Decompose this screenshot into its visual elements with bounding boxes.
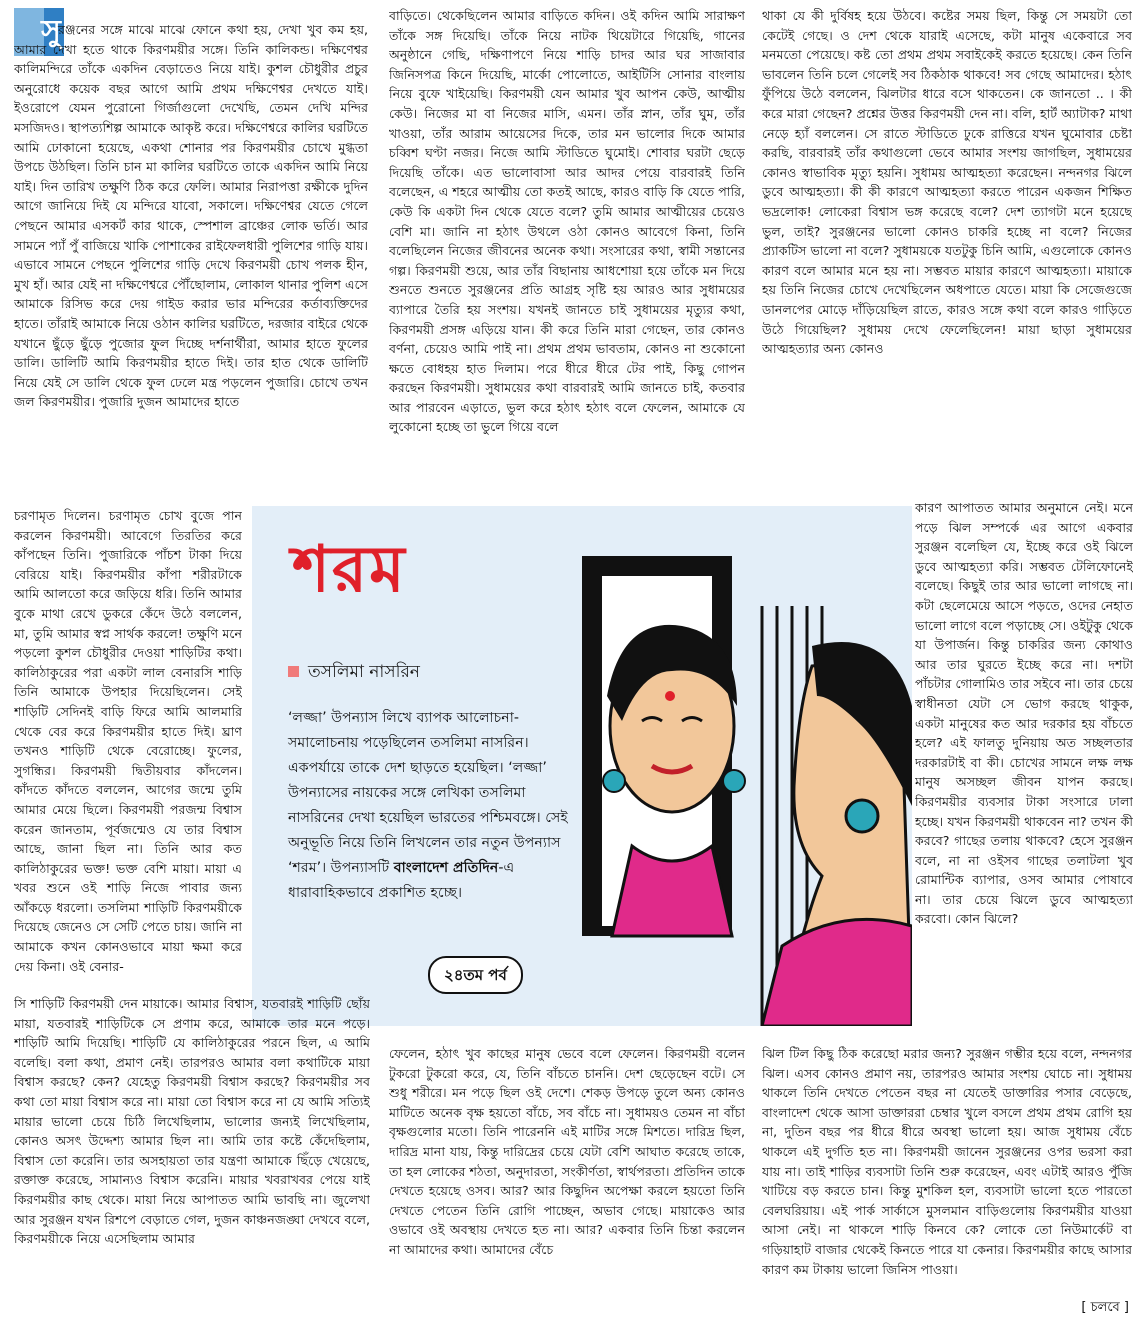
bullet-square-icon xyxy=(288,666,299,677)
episode-badge: ২৪তম পর্ব xyxy=(428,956,523,994)
article-column-1-top xyxy=(14,20,368,508)
article-column-2-bottom xyxy=(389,1044,745,1320)
article-text: থাকা যে কী দুর্বিষহ হয়ে উঠবে। কষ্টের সময় ছিল, কিন্তু সে সময়টা তো কেটেই গেছে। ও দেশ থেকে যারাই এসেছে, কটা মানুষ একেবারে সব মনমতো পেয়েছে। কষ্ট তো প্রথম প্রথম সবাইকেই করতে হয়েছে। কেন তিনি ভাবলেন তিনি চলে গেলেই সব ঠিকঠাক থাকবে! সব গেছে আমাদের। হঠাৎ ফুঁপিয়ে উঠে বললেন, ঝিলটার ধারে বসে থাকতেন। কে জানতো .. । কী করে মারা গেছেন? প্রশ্নের উত্তর কিরণময়ী দেন না। বলি, হার্ট অ্যাটাক? মাথা নেড়ে হ্যাঁ বললেন। সে রাতে স্টাডিতে ঢুকে রাত্তিরে যখন ঘুমোবার চেষ্টা করছি, বারবারই তাঁর কথাগুলো ভেবে আমার সংশয় জাগছিল, সুধাময়ের কোনও স্বাভাবিক মৃত্যু হয়নি। সুধাময় আত্মহত্যা করেছেন। নন্দনগর ঝিলে ডুবে আত্মহত্যা। কী কী কারণে আত্মহত্যা করতে পারেন একজন শিক্ষিত ভদ্রলোক! লোকেরা বিশ্বাস ভঙ্গ করেছে বলে? দেশ ত্যাগটা মনে হয়েছে ভুল, তাই? সুরঞ্জনের ভালো কোনও চাকরি হচ্ছে না বলে? নিজের প্র্যাকটিস ভালো না বলে? সুধাময়কে যতটুকু চিনি আমি, এগুলোকে কোনও কারণ বলে আমার মনে হয় না। সম্ভবত মায়ার কারণে আত্মহত্যা। মায়াকে হয় তিনি নিজের চোখে দেখেছিলেন অধপাতে যেতে। মায়া কি সেজেগুজে ডানলপের মোড়ে দাঁড়িয়েছিল রাতে, কারও সঙ্গে কথা বলে কারও গাড়িতে উঠে গিয়েছিল? সুধাময় দেখে ফেলেছিলেন! মায়া ছাড়া সুধাময়ের আত্মহত্যার অন্য কোনও xyxy=(762,8,1132,357)
article-text: বাড়িতে। থেকেছিলেন আমার বাড়িতে কদিন। ওই কদিন আমি সারাক্ষণ তাঁকে সঙ্গ দিয়েছি। তাঁকে নিয়ে নাটক থিয়েটারে গিয়েছি, গানের অনুষ্ঠানে গেছি, দক্ষিণাপণে নিয়ে শাড়ি চাদর আর ঘর সাজাবার জিনিসপত্র কিনে দিয়েছি, মার্কো পোলোতে, আইটিসি সোনার বাংলায় নিয়ে বুফে খাইয়েছি। কিরণময়ী যেন আমার খুব আপন কেউ, আত্মীয় কেউ। নিজের মা বা নিজের মাসি, এমন। তাঁর স্নান, তাঁর ঘুম, তাঁর খাওয়া, তাঁর আরাম আয়েসের দিকে, তার মন ভালোর দিকে আমার চব্বিশ ঘণ্টা নজর। নিজে আমি স্টাডিতে ঘুমোই। শোবার ঘরটা ছেড়ে দিয়েছি তাঁকে। এত ভালোবাসা আর আদর পেয়ে বারবারই তিনি বলেছেন, এ শহরে আত্মীয় তো কতই আছে, কারও বাড়ি কি যেতে পারি, কেউ কি একটা দিন থেকে যেতে বলে? তুমি আমার আত্মীয়ের চেয়েও বেশি মা। জানি না হঠাৎ উথলে ওঠা কোনও আবেগে কিনা, তিনি বলেছিলেন নিজের জীবনের অনেক কথা। সংসারের কথা, স্বামী সন্তানের গল্প। কিরণময়ী শুয়ে, আর তাঁর বিছানায় আধশোয়া হয়ে তাঁকে মন দিয়ে শুনতে শুনতে সুরঞ্জনের প্রতি আগ্রহ সৃষ্টি হয় আরও আর সুধাময়ের ব্যাপারে তৈরি হয় সংশয়। যখনই জানতে চাই সুধাময়ের মৃত্যুর কথা, কিরণময়ী প্রসঙ্গ এড়িয়ে যান। কী করে তিনি মারা গেছেন, তার কোনও বর্ণনা, চেয়েও আমি পাই না। প্রথম প্রথম ভাবতাম, কোনও না শুকোনো ক্ষতে বোধহয় হাত দিলাম। পরে ধীরে ধীরে টের পাই, কিছু গোপন করছেন কিরণময়ী। সুধাময়ের কথা বারবারই আমি জানতে চাই, কতবার আর পারবেন এড়াতে, ভুল করে হঠাৎ হঠাৎ বলে ফেলেন, আমাকে যে লুকোনো হচ্ছে তা ভুলে গিয়ে বলে xyxy=(389,8,745,435)
headline: শরম xyxy=(292,533,407,607)
article-text: কারণ আপাতত আমার অনুমানে নেই। মনে পড়ে ঝিল সম্পর্কে এর আগে একবার সুরঞ্জন বলেছিল যে, ইচ্ছে করে ওই ঝিলে ডুবে আত্মহত্যা করি। সম্ভবত টেলিফোনেই বলেছে। কিছুই তার আর ভালো লাগছে না। কটা ছেলেমেয়ে আসে পড়তে, ওদের নেহাত ভালো লাগে বলে পড়াচ্ছে সে। ওইটুকু থেকে যা উপার্জন। কিন্তু চাকরির জন্য কোথাও আর তার ঘুরতে ইচ্ছে করে না। দশটা পাঁচটার গোলামিও তার সইবে না। তার চেয়ে স্বাধীনতা যেটা সে ভোগ করছে থাকুক, একটা মানুষের কত আর দরকার হয় বাঁচতে হলে? এই ফালতু দুনিয়ায় অত সচ্ছলতার দরকারটাই বা কী। চোখের সামনে লক্ষ লক্ষ মানুষ অসচ্ছল জীবন যাপন করছে। কিরণময়ীর ব্যবসার টাকা সংসারে ঢালা হচ্ছে। যখন কিরণময়ী থাকবেন না? তখন কী করবে? গাছের তলায় থাকবে? হেসে সুরঞ্জন বলে, না না ওইসব গাছের তলাটলা খুব রোমান্টিক ব্যাপার, ওসব আমার পোষাবে না। তার চেয়ে ঝিলে ডুবে আত্মহত্যা করবো। কোন ঝিলে? xyxy=(915,500,1133,927)
article-column-2-top xyxy=(389,6,745,489)
article-column-1-middle xyxy=(14,506,242,992)
article-text: সি শাড়িটি কিরণময়ী দেন মায়াকে। আমার বিশ্বাস, যতবারই শাড়িটি ছোঁয় মায়া, যতবারই শাড়িটিকে সে প্রণাম করে, আমাকে তার মনে পড়ে। শাড়িটি আমি দিয়েছি। শাড়িটি যে কালিঠাকুরের পরনে ছিল, এ আমি বলেছি। বলা কথা, প্রমাণ নেই। তারপরও আমার বলা কথাটিকে মায়া বিশ্বাস করছে? কেন? যেহেতু কিরণময়ী বিশ্বাস করছে? কিরণময়ীর সব কথা তো মায়া বিশ্বাস করে না। মায়া তো বিশ্বাস করে না যে আমি সত্যিই মায়ার ভালো চেয়ে চিঠি লিখেছিলাম, ভালোর জন্যই লিখেছিলাম, কোনও অসৎ উদ্দেশ্য আমার ছিল না। আমি তার কষ্টে কেঁদেছিলাম, বিশ্বাস তো করেনি। তার অসহায়তা তার যন্ত্রণা আমাকে ছিঁড়ে খেয়েছে, রক্তাক্ত করেছে, সামান্যও বিশ্বাস করেনি। মায়ার খবরাখবর পেয়ে যাই কিরণময়ীর কাছ থেকে। মায়া নিয়ে আপাতত আমি ভাবছি না। জুলেখা আর সুরঞ্জন যখন রিশপে বেড়াতে গেল, দুজন কাঞ্চনজঙ্ঘা দেখবে বলে, কিরণময়ীকে নিয়ে এসেছিলাম আমার xyxy=(14,996,370,1247)
newspaper-name: বাংলাদেশ প্রতিদিন xyxy=(393,860,499,876)
article-text: ঝিল টিল কিছু ঠিক করেছো মরার জন্য? সুরঞ্জন গম্ভীর হয়ে বলে, নন্দনগর ঝিল। এসব কোনও প্রমাণ নয়, তারপরও আমার সংশয় ঘোচে না। সুধাময় থাকলে তিনি দেখতে পেতেন বছর না যেতেই ডাক্তারির পসার বেড়েছে, বাংলাদেশ থেকে আসা ডাক্তাররা চেম্বার খুলে বসলে প্রথম প্রথম রোগি হয় না, দুতিন বছর পর ধীরে ধীরে অবস্থা ভালো হয়। আজ সুধাময় বেঁচে থাকলে এই দুর্গতি হত না। কিরণময়ী জানেন সুরঞ্জনের ওপর ভরসা করা যায় না। তাই শাড়ির ব্যবসাটা তিনি শুরু করেছেন, এবং এটাই আরও পুঁজি খাটিয়ে বড় করতে চান। কিন্তু মুশকিল হল, ব্যবসাটা ভালো হতে পারতো বেলঘরিয়ায়। এই পার্ক সার্কাসে মুসলমান বাড়িগুলোয় কিরণময়ীর যাওয়া আসা নেই। না থাকলে শাড়ি কিনবে কে? লোকে তো নিউমার্কেট বা গড়িয়াহাট বাজার থেকেই কিনতে পারে যা কেনার। কিরণময়ীর কাছে আসার কারণ কম টাকায় ভালো জিনিস পাওয়া। xyxy=(762,1046,1132,1277)
article-text: চরণামৃত দিলেন। চরণামৃত চোখ বুজে পান করলেন কিরণময়ী। আবেগে তিরতির করে কাঁপছেন তিনি। পুজারিকে পাঁচশ টাকা দিয়ে বেরিয়ে যাই। কিরণময়ীর কাঁপা শরীরটাকে আমি আলতো করে জড়িয়ে ধরি। তিনি আমার বুকে মাথা রেখে ডুকরে কেঁদে উঠে বললেন, মা, তুমি আমার স্বপ্ন সার্থক করলে! তক্ষুণি মনে পড়লো কুশল চৌধুরীর দেওয়া শাড়িটির কথা। কালিঠাকুরের পরা একটা লাল বেনারসি শাড়ি তিনি আমাকে উপহার দিয়েছিলেন। সেই শাড়িটি সেদিনই বাড়ি ফিরে আমি আলমারি থেকে বের করে কিরণময়ীর হাতে দিই। ঘ্রাণ তখনও শাড়িটি থেকে বেরোচ্ছে। ফুলের, সুগন্ধির। কিরণময়ী দ্বিতীয়বার কাঁদলেন। কাঁদতে কাঁদতে বললেন, আগের জন্মে তুমি আমার মেয়ে ছিলে। কিরণময়ী পরজন্ম বিশ্বাস করেন জানতাম, পূর্বজন্মেও যে তার বিশ্বাস আছে, জানা ছিল না। তিনি আর কত কালিঠাকুরের ভক্ত! ভক্ত বেশি মায়া। মায়া এ খবর শুনে ওই শাড়ি নিজে পাবার জন্য আঁকড়ে ধরলো। তসলিমা শাড়িটি কিরণময়ীকে দিয়েছে জেনেও সে সেটি পেতে চায়। জানি না আমাকে কখন কোনওভাবে মায়া ক্ষমা করে দেয় কিনা। ওই বেনার- xyxy=(14,508,242,974)
article-text: ফেলেন, হঠাৎ খুব কাছের মানুষ ভেবে বলে ফেলেন। কিরণময়ী বলেন টুকরো টুকরো করে, যে, তিনি বাঁচতে চাননি। দেশ ছেড়েছেন বটে। সে শুধু শরীরে। মন পড়ে ছিল ওই দেশে। শেকড় উপড়ে তুলে অন্য কোনও মাটিতে অনেক বৃক্ষ হয়তো বাঁচে, সব বাঁচে না। সুধাময়ও তেমন না বাঁচা বৃক্ষগুলোর মতো। তিনি পারেননি এই মাটির সঙ্গে মিশতে। দারিদ্র ছিল, দারিদ্র মানা যায়, কিন্তু দারিদ্রের চেয়ে যেটা বেশি আঘাত করেছে তাকে, তা হল লোকের শঠতা, অনুদারতা, সংকীর্ণতা, স্বার্থপরতা। প্রতিদিন তাকে দেখতে হয়েছে ওসব। আর? আর কিছুদিন অপেক্ষা করলে হয়তো তিনি দেখতে পেতেন তিনি রোগি পাচ্ছেন, অভাব গেছে। মায়াকেও আর ওভাবে ওই অবস্থায় দেখতে হত না। আর? একবার তিনি চিন্তা করলেন না আমাদের কথা। আমাদের বেঁচে xyxy=(389,1046,745,1257)
woman-mirror-illustration xyxy=(562,546,912,1026)
article-column-3-middle xyxy=(915,498,1133,1044)
article-column-3-top xyxy=(762,6,1132,502)
feature-panel xyxy=(252,506,912,1026)
drop-cap-letter: সু xyxy=(41,14,61,49)
author-byline: তসলিমা নাসরিন xyxy=(308,662,420,682)
continued-label: [ চলবে ] xyxy=(1081,1300,1129,1315)
article-text: রঞ্জনের সঙ্গে মাঝে মাঝে ফোনে কথা হয়, দেখা খুব কম হয়, আমার দেখা হতে থাকে কিরণময়ীর সঙ্গে। তিনি কালিকন্ড। দক্ষিণেশ্বর কালিমন্দিরে তাঁকে একদিন বেড়াতেও নিয়ে যাই। কুশল চৌধুরীর প্রচুর অনুরোধে কয়েক বছর আগে আমি প্রথম দক্ষিণেশ্বর দেখতে যাই। ইওরোপে যেমন পুরোনো গির্জাগুলো দেখেছি, তেমন দেখি মন্দির মসজিদও। স্থাপত্যশিল্প আমাকে আকৃষ্ট করে। দক্ষিণেশ্বরে কালির ঘরটিতে আমি ঢোকানো হয়েছে, একথা শোনার পর কিরণময়ীর চোখে মুগ্ধতা উপচে উঠছিল। তিনি চান মা কালির ঘরটিতে তাকে একদিন আমি নিয়ে যাই। দিন তারিখ তক্ষুণি ঠিক করে ফেলি। আমার নিরাপত্তা রক্ষীকে দুদিন আগে জানিয়ে দিই যে মন্দিরে যাবো, সকালে। দক্ষিণেশ্বর যেতে গেলে পেছনে আমার এসকর্ট কার থাকে, স্পেশাল ব্রাঞ্চের লোক ভর্তি। আর সামনে প্যাঁ পুঁ বাজিয়ে খাকি পোশাকের রাইফেলধারী পুলিশের গাড়ি যায়। এভাবে সামনে পেছনে পুলিশের গাড়ি দেখে কিরণময়ী চোখ পলক হীন, মুখ হাঁ। আর যেই না দক্ষিণেশ্বরে পৌঁছোলাম, লোকাল থানার পুলিশ এসে আমাকে রিসিভ করে দেয় গাইড করার ভার মন্দিরের কর্তাব্যক্তিদের হাতে। তাঁরাই আমাকে নিয়ে ওঠান কালির ঘরটিতে, দরজার বাইরে থেকে যখানে ছুঁড়ে ছুঁড়ে পুজোর ফুল দিচ্ছে দর্শনার্থীরা, আমার হাতে ফুলের ডালি। ডালিটি আমি কিরণময়ীর হাতে দিই। তার হাত থেকে ডালিটি নিয়ে যেই সে ডালি থেকে ফুল ঢেলে মন্ত্র পড়লেন পুজারি। চোখে তখন জল কিরণময়ীর। পুজারি দুজন আমাদের হাতে xyxy=(14,22,368,410)
article-column-1-bottom xyxy=(14,994,370,1316)
intro-text xyxy=(288,706,568,906)
intro-part-1: ‘লজ্জা’ উপন্যাস লিখে ব্যাপক আলোচনা-সমালোচনায় পড়েছিলেন তসলিমা নাসরিন। একপর্যায়ে তাকে দেশ ছাড়তে হয়েছিল। ‘লজ্জা’ উপন্যাসের নায়কের সঙ্গে লেখিকা তসলিমা নাসরিনের দেখা হয়েছিল ভারতের পশ্চিমবঙ্গে। সেই অনুভূতি নিয়ে তিনি লিখলেন তার নতুন উপন্যাস ‘শরম’। উপন্যাসটি xyxy=(288,710,568,876)
intro-part-2: -এ ধারাবাহিকভাবে প্রকাশিত হচ্ছে। xyxy=(288,860,515,901)
article-column-3-bottom xyxy=(762,1044,1132,1320)
